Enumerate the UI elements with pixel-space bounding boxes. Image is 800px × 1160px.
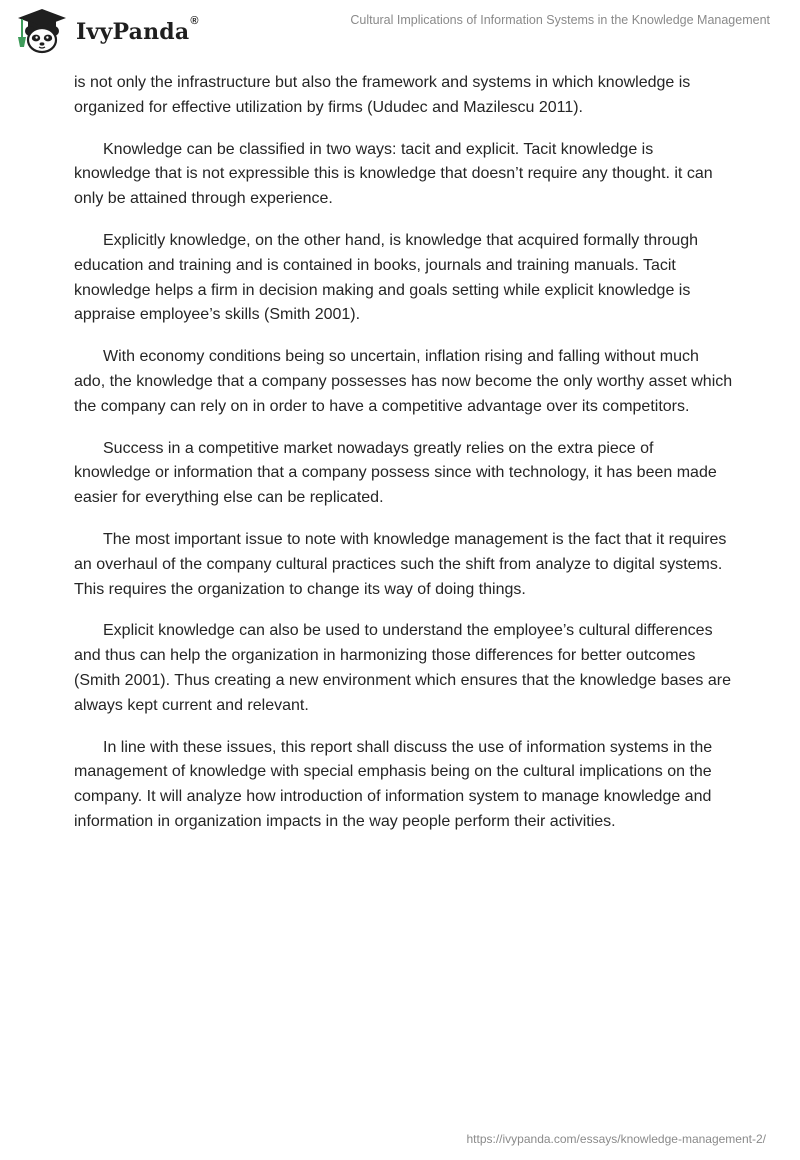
paragraph: In line with these issues, this report shall discuss the use of information systems in the management of knowledge with special emphasis being on the cultural implications on the company. It will analyze how introduction of information system to manage knowledge and information in organization impacts in the way people perform their activities. (74, 738, 713, 830)
document-title: Cultural Implications of Information Systems in the Knowledge Management (350, 13, 770, 27)
logo-name: IvyPanda (76, 19, 190, 45)
page-header (0, 0, 800, 62)
ivypanda-logo[interactable] (14, 7, 199, 55)
paragraph: Explicitly knowledge, on the other hand, is knowledge that acquired formally through education and training and is contained in books, journals and training manuals. Tacit knowledge helps a firm in decision making and goals setting while explicit knowledge is appraise employee’s skills (Smith 2001). (74, 231, 699, 324)
paragraph: With economy conditions being so uncertain, inflation rising and falling without much ado, the knowledge that a company possesses has now become the only worthy asset which the company can rely on in order to have a competitive advantage over its competitors. (74, 348, 733, 415)
registered-mark: ® (190, 15, 199, 27)
paragraph: Explicit knowledge can also be used to understand the employee’s cultural differences and thus can help the organization in harmonizing those differences for better outcomes (Smith 2001). Thus creating a new environment which ensures that the knowledge bases are always kept current and relevant. (74, 622, 731, 714)
paragraph: Success in a competitive market nowadays greatly relies on the extra piece of knowledge or information that a company possess since with technology, it has been made easier for everything else can be replicated. (74, 439, 717, 507)
paragraph: is not only the infrastructure but also the framework and systems in which knowledge is organized for effective utilization by firms (Ududec and Mazilescu 2011). (74, 74, 691, 116)
source-url-link[interactable]: https://ivypanda.com/essays/knowledge-management-2/ (466, 1132, 766, 1146)
logo-wordmark (76, 15, 199, 45)
paragraph: Knowledge can be classified in two ways: tacit and explicit. Tacit knowledge is knowledge that is not expressible this is knowledge that doesn’t require any thought. it can only be attained through experience. (74, 140, 713, 208)
essay-body (74, 71, 734, 852)
panda-graduate-icon (14, 7, 70, 55)
paragraph: The most important issue to note with knowledge management is the fact that it requires an overhaul of the company cultural practices such the shift from analyze to digital systems. This requires the organization to change its way of doing things. (74, 530, 727, 598)
